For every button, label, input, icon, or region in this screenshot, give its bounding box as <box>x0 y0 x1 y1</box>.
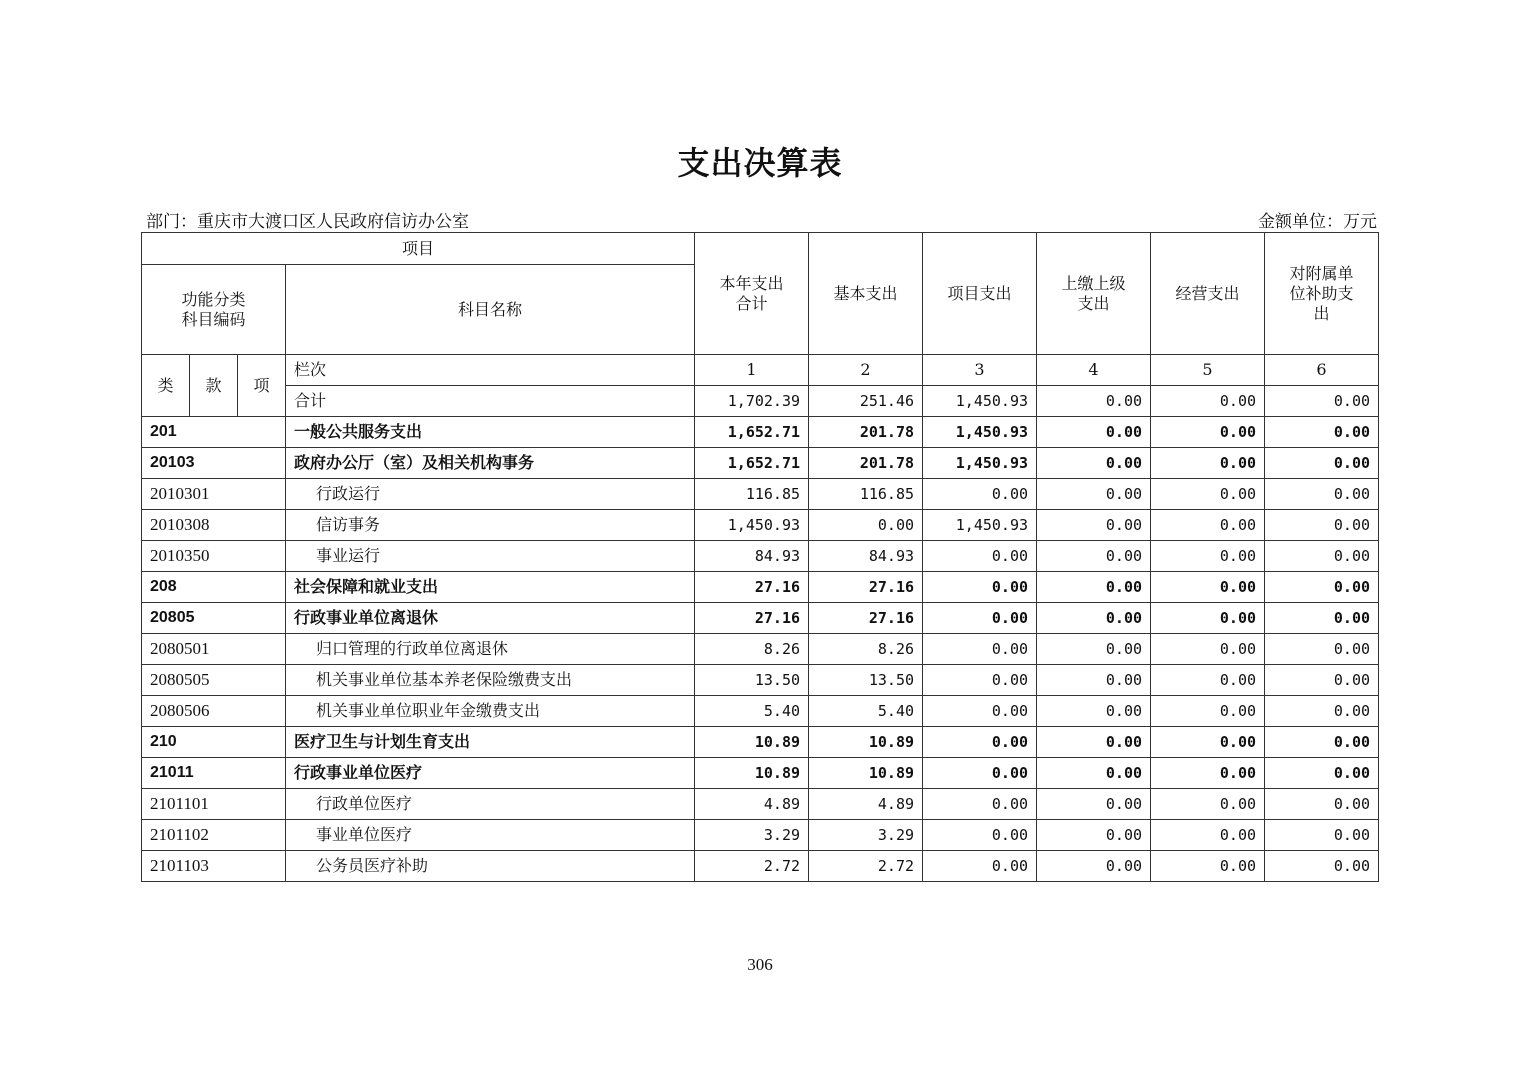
amount-cell: 84.93 <box>695 541 809 572</box>
amount-cell: 0.00 <box>1265 479 1379 510</box>
table-row <box>142 696 1379 727</box>
table-row <box>142 603 1379 634</box>
amount-cell: 0.00 <box>1037 510 1151 541</box>
amount-cell: 5.40 <box>809 696 923 727</box>
subject-code: 2080505 <box>142 665 286 696</box>
amount-cell: 0.00 <box>1265 851 1379 882</box>
amount-cell: 0.00 <box>1265 572 1379 603</box>
amount-cell: 1,450.93 <box>923 448 1037 479</box>
amount-cell: 0.00 <box>1265 665 1379 696</box>
amount-cell: 0.00 <box>1037 634 1151 665</box>
amount-cell: 0.00 <box>1265 510 1379 541</box>
total-row <box>142 386 1379 417</box>
amount-cell: 0.00 <box>1037 820 1151 851</box>
amount-cell: 10.89 <box>695 727 809 758</box>
amount-cell: 0.00 <box>1265 541 1379 572</box>
subject-name: 社会保障和就业支出 <box>286 572 695 603</box>
amount-cell: 27.16 <box>809 603 923 634</box>
amount-cell: 1,450.93 <box>923 417 1037 448</box>
amount-cell: 8.26 <box>695 634 809 665</box>
total-value: 1,702.39 <box>695 386 809 417</box>
subject-code: 2101102 <box>142 820 286 851</box>
amount-cell: 13.50 <box>695 665 809 696</box>
amount-cell: 0.00 <box>1037 417 1151 448</box>
department-label: 部门：重庆市大渡口区人民政府信访办公室 <box>146 212 469 232</box>
table-row <box>142 479 1379 510</box>
amount-cell: 0.00 <box>1265 727 1379 758</box>
col-number: 1 <box>695 355 809 386</box>
amount-cell: 0.00 <box>1265 448 1379 479</box>
total-value: 0.00 <box>1037 386 1151 417</box>
col-number: 6 <box>1265 355 1379 386</box>
subject-code: 2010301 <box>142 479 286 510</box>
amount-cell: 0.00 <box>1265 696 1379 727</box>
amount-cell: 0.00 <box>1151 727 1265 758</box>
amount-cell: 0.00 <box>1037 572 1151 603</box>
amount-cell: 0.00 <box>1037 696 1151 727</box>
func-code-header: 功能分类 科目编码 <box>142 265 286 355</box>
amount-cell: 0.00 <box>923 665 1037 696</box>
subject-name: 行政事业单位离退休 <box>286 603 695 634</box>
subject-name: 公务员医疗补助 <box>286 851 695 882</box>
table-row <box>142 634 1379 665</box>
table-row <box>142 541 1379 572</box>
amount-cell: 27.16 <box>809 572 923 603</box>
col-basic-header: 基本支出 <box>809 233 923 355</box>
col-total-header: 本年支出 合计 <box>695 233 809 355</box>
amount-cell: 0.00 <box>1037 479 1151 510</box>
amount-cell: 84.93 <box>809 541 923 572</box>
amount-cell: 0.00 <box>1265 603 1379 634</box>
project-header: 项目 <box>142 233 695 265</box>
amount-cell: 0.00 <box>1151 603 1265 634</box>
col-number: 3 <box>923 355 1037 386</box>
amount-cell: 10.89 <box>809 727 923 758</box>
table-row <box>142 758 1379 789</box>
amount-cell: 0.00 <box>1151 479 1265 510</box>
table-row <box>142 851 1379 882</box>
subject-name-header: 科目名称 <box>286 265 695 355</box>
page-title: 支出决算表 <box>677 144 843 182</box>
amount-cell: 10.89 <box>695 758 809 789</box>
expenditure-table <box>141 232 1379 882</box>
subject-code: 2101101 <box>142 789 286 820</box>
amount-unit-label: 金额单位：万元 <box>1258 212 1377 232</box>
subject-name: 事业单位医疗 <box>286 820 695 851</box>
amount-cell: 27.16 <box>695 603 809 634</box>
subject-code: 20103 <box>142 448 286 479</box>
amount-cell: 0.00 <box>1037 851 1151 882</box>
amount-cell: 0.00 <box>1037 603 1151 634</box>
amount-cell: 0.00 <box>1265 789 1379 820</box>
subject-code: 2010308 <box>142 510 286 541</box>
amount-cell: 201.78 <box>809 417 923 448</box>
amount-cell: 0.00 <box>1151 820 1265 851</box>
subject-name: 行政事业单位医疗 <box>286 758 695 789</box>
amount-cell: 0.00 <box>809 510 923 541</box>
amount-cell: 0.00 <box>923 758 1037 789</box>
amount-cell: 5.40 <box>695 696 809 727</box>
page-number: 306 <box>747 955 773 974</box>
amount-cell: 0.00 <box>923 634 1037 665</box>
amount-cell: 1,450.93 <box>695 510 809 541</box>
subject-name: 归口管理的行政单位离退休 <box>286 634 695 665</box>
amount-cell: 0.00 <box>1265 758 1379 789</box>
subject-name: 行政运行 <box>286 479 695 510</box>
table-row <box>142 448 1379 479</box>
amount-cell: 0.00 <box>1151 634 1265 665</box>
col-number: 5 <box>1151 355 1265 386</box>
amount-cell: 10.89 <box>809 758 923 789</box>
amount-cell: 0.00 <box>923 727 1037 758</box>
amount-cell: 3.29 <box>809 820 923 851</box>
amount-cell: 0.00 <box>923 820 1037 851</box>
col-subsidy-header: 对附属单 位补助支 出 <box>1265 233 1379 355</box>
amount-cell: 201.78 <box>809 448 923 479</box>
col-project-header: 项目支出 <box>923 233 1037 355</box>
amount-cell: 0.00 <box>1151 789 1265 820</box>
amount-cell: 8.26 <box>809 634 923 665</box>
subject-code: 208 <box>142 572 286 603</box>
subject-name: 政府办公厅（室）及相关机构事务 <box>286 448 695 479</box>
col-upper-header: 上缴上级 支出 <box>1037 233 1151 355</box>
amount-cell: 4.89 <box>695 789 809 820</box>
col-number: 2 <box>809 355 923 386</box>
table-row <box>142 572 1379 603</box>
table-row <box>142 417 1379 448</box>
amount-cell: 0.00 <box>1037 758 1151 789</box>
amount-cell: 0.00 <box>1151 851 1265 882</box>
subject-code: 201 <box>142 417 286 448</box>
amount-cell: 4.89 <box>809 789 923 820</box>
amount-cell: 2.72 <box>695 851 809 882</box>
amount-cell: 0.00 <box>1037 789 1151 820</box>
subject-code: 2010350 <box>142 541 286 572</box>
total-value: 251.46 <box>809 386 923 417</box>
subject-name: 事业运行 <box>286 541 695 572</box>
col-number: 4 <box>1037 355 1151 386</box>
amount-cell: 116.85 <box>695 479 809 510</box>
amount-cell: 0.00 <box>923 479 1037 510</box>
amount-cell: 0.00 <box>923 572 1037 603</box>
table-row <box>142 727 1379 758</box>
amount-cell: 116.85 <box>809 479 923 510</box>
total-value: 1,450.93 <box>923 386 1037 417</box>
amount-cell: 0.00 <box>1151 572 1265 603</box>
col-business-header: 经营支出 <box>1151 233 1265 355</box>
amount-cell: 0.00 <box>1265 820 1379 851</box>
amount-cell: 0.00 <box>1265 634 1379 665</box>
amount-cell: 0.00 <box>1151 417 1265 448</box>
total-label: 合计 <box>286 386 695 417</box>
lei-header: 类 <box>142 355 190 417</box>
amount-cell: 0.00 <box>923 696 1037 727</box>
amount-cell: 1,652.71 <box>695 417 809 448</box>
kuan-header: 款 <box>190 355 238 417</box>
amount-cell: 0.00 <box>1151 541 1265 572</box>
table-row <box>142 789 1379 820</box>
table-row <box>142 820 1379 851</box>
amount-cell: 0.00 <box>1151 665 1265 696</box>
amount-cell: 0.00 <box>923 541 1037 572</box>
subject-name: 机关事业单位基本养老保险缴费支出 <box>286 665 695 696</box>
amount-cell: 0.00 <box>1151 758 1265 789</box>
amount-cell: 0.00 <box>1037 665 1151 696</box>
subject-code: 20805 <box>142 603 286 634</box>
subject-code: 2080506 <box>142 696 286 727</box>
lanci-label: 栏次 <box>286 355 695 386</box>
header-row-lanci <box>142 355 1379 386</box>
amount-cell: 27.16 <box>695 572 809 603</box>
total-value: 0.00 <box>1151 386 1265 417</box>
subject-name: 医疗卫生与计划生育支出 <box>286 727 695 758</box>
amount-cell: 0.00 <box>1151 696 1265 727</box>
subject-name: 一般公共服务支出 <box>286 417 695 448</box>
amount-cell: 0.00 <box>1151 510 1265 541</box>
subject-name: 信访事务 <box>286 510 695 541</box>
amount-cell: 0.00 <box>923 603 1037 634</box>
amount-cell: 1,652.71 <box>695 448 809 479</box>
subject-name: 机关事业单位职业年金缴费支出 <box>286 696 695 727</box>
xiang-header: 项 <box>238 355 286 417</box>
subject-code: 21011 <box>142 758 286 789</box>
table-row <box>142 510 1379 541</box>
amount-cell: 0.00 <box>923 789 1037 820</box>
subject-code: 2101103 <box>142 851 286 882</box>
amount-cell: 0.00 <box>1037 727 1151 758</box>
amount-cell: 3.29 <box>695 820 809 851</box>
header-row-project <box>142 233 1379 265</box>
table-row <box>142 665 1379 696</box>
total-value: 0.00 <box>1265 386 1379 417</box>
amount-cell: 13.50 <box>809 665 923 696</box>
subject-name: 行政单位医疗 <box>286 789 695 820</box>
amount-cell: 0.00 <box>1037 448 1151 479</box>
amount-cell: 1,450.93 <box>923 510 1037 541</box>
amount-cell: 0.00 <box>1265 417 1379 448</box>
amount-cell: 0.00 <box>1037 541 1151 572</box>
subject-code: 210 <box>142 727 286 758</box>
subject-code: 2080501 <box>142 634 286 665</box>
amount-cell: 2.72 <box>809 851 923 882</box>
amount-cell: 0.00 <box>1151 448 1265 479</box>
amount-cell: 0.00 <box>923 851 1037 882</box>
